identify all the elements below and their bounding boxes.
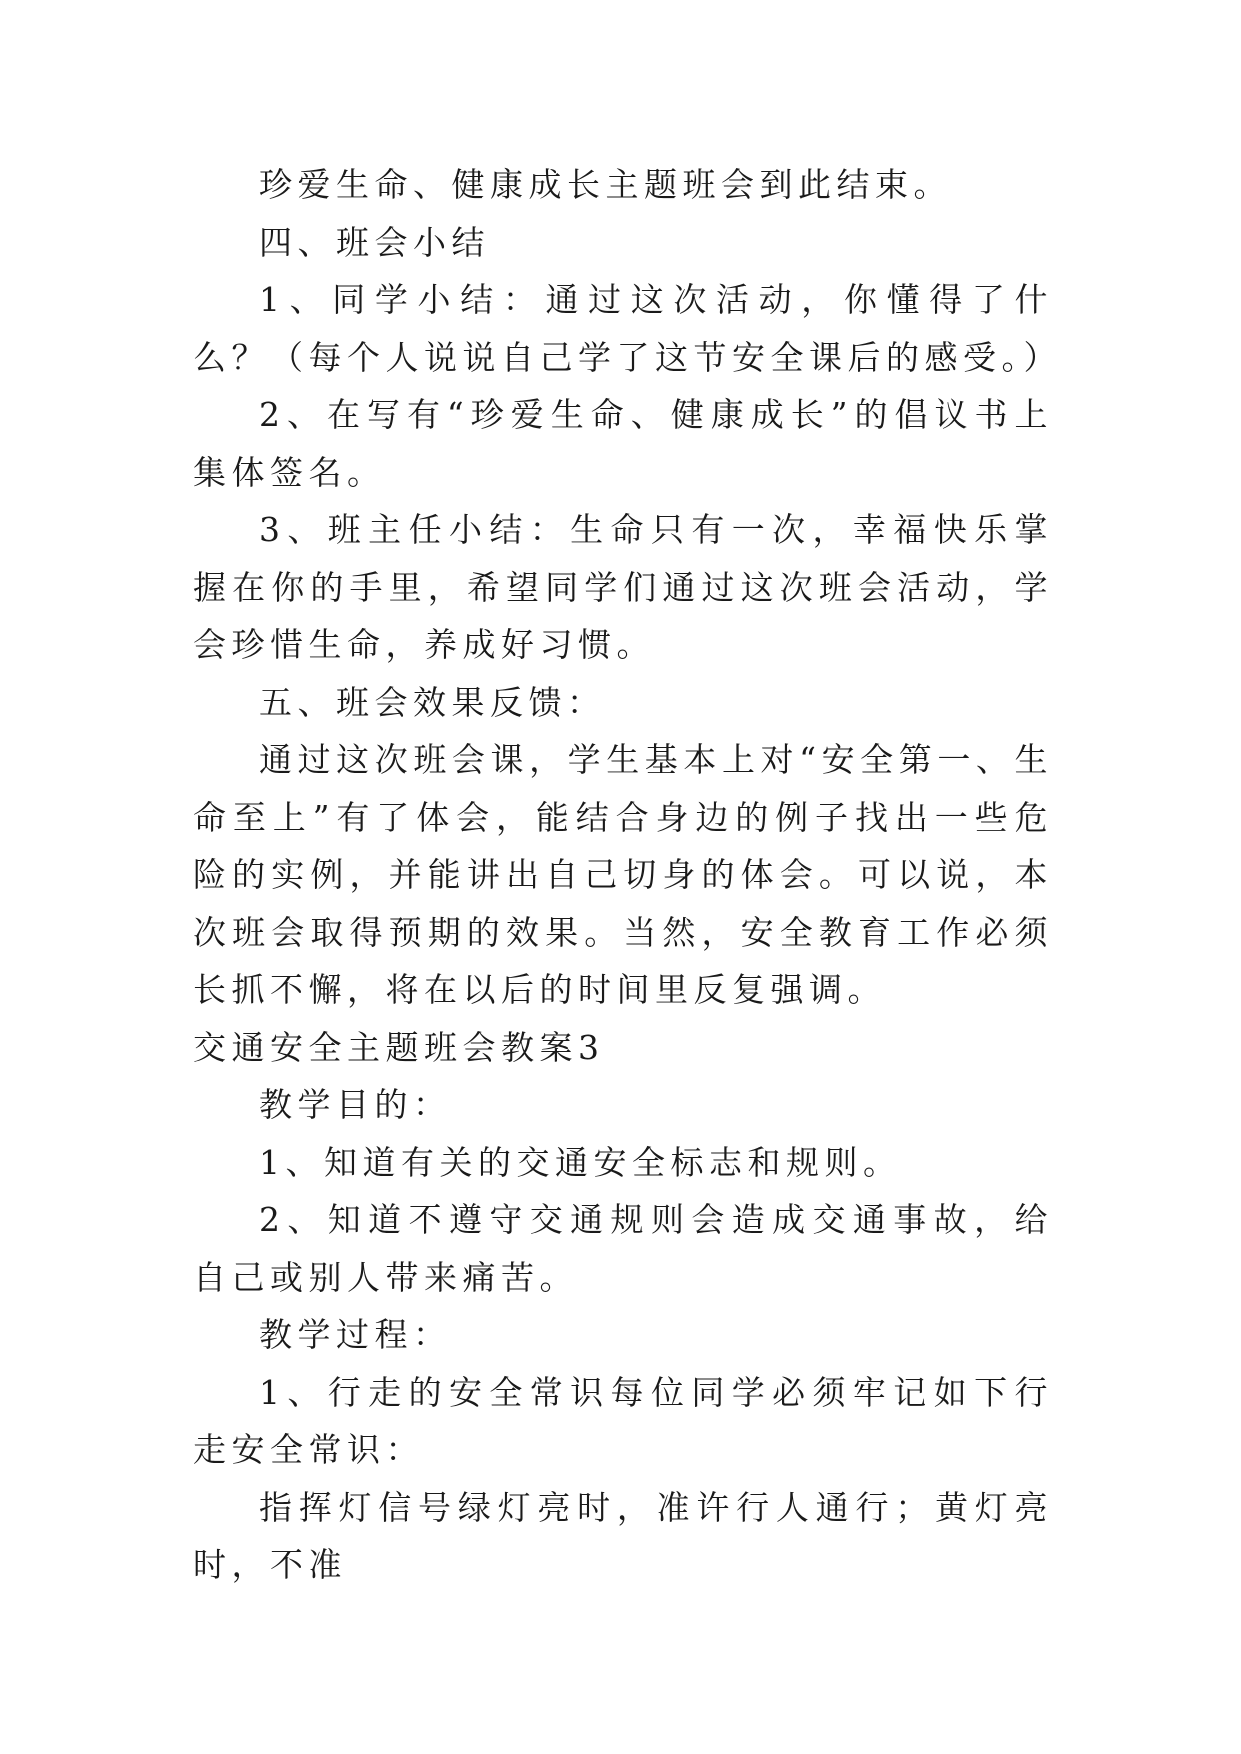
paragraph-feedback: 通过这次班会课，学生基本上对“安全第一、生命至上”有了体会，能结合身边的例子找出一些危险的实例，并能讲出自己切身的体会。可以说，本次班会取得预期的效果。当然，安全教育工作必须长抓不懈，将在以后的时间里反复强调。 <box>193 740 1053 1009</box>
paragraph-walking-safety: 1、行走的安全常识每位同学必须牢记如下行走安全常识： <box>193 1372 1053 1469</box>
paragraph-closing: 珍爱生命、健康成长主题班会到此结束。 <box>259 165 952 204</box>
paragraph-objective-1: 1、知道有关的交通安全标志和规则。 <box>259 1142 902 1182</box>
section-heading-summary: 四、班会小结 <box>259 222 490 262</box>
document-title-lesson-3: 交通安全主题班会教案3 <box>193 1027 605 1067</box>
paragraph-student-summary: 1、同学小结：通过这次活动，你懂得了什么？（每个人说说自己学了这节安全课后的感受。） <box>193 280 1062 377</box>
paragraph-objective-2: 2、知道不遵守交通规则会造成交通事故，给自己或别人带来痛苦。 <box>193 1200 1053 1297</box>
paragraph-teacher-summary: 3、班主任小结：生命只有一次，幸福快乐掌握在你的手里，希望同学们通过这次班会活动，学会珍惜生命，养成好习惯。 <box>193 510 1053 664</box>
section-heading-process: 教学过程： <box>259 1315 452 1354</box>
document-body <box>193 156 1062 1594</box>
paragraph-signal-lights: 指挥灯信号绿灯亮时，准许行人通行；黄灯亮时，不准 <box>193 1487 1053 1584</box>
paragraph-signature: 2、在写有“珍爱生命、健康成长”的倡议书上集体签名。 <box>193 395 1053 492</box>
section-heading-objectives: 教学目的： <box>259 1085 452 1124</box>
section-heading-feedback: 五、班会效果反馈： <box>259 682 606 722</box>
